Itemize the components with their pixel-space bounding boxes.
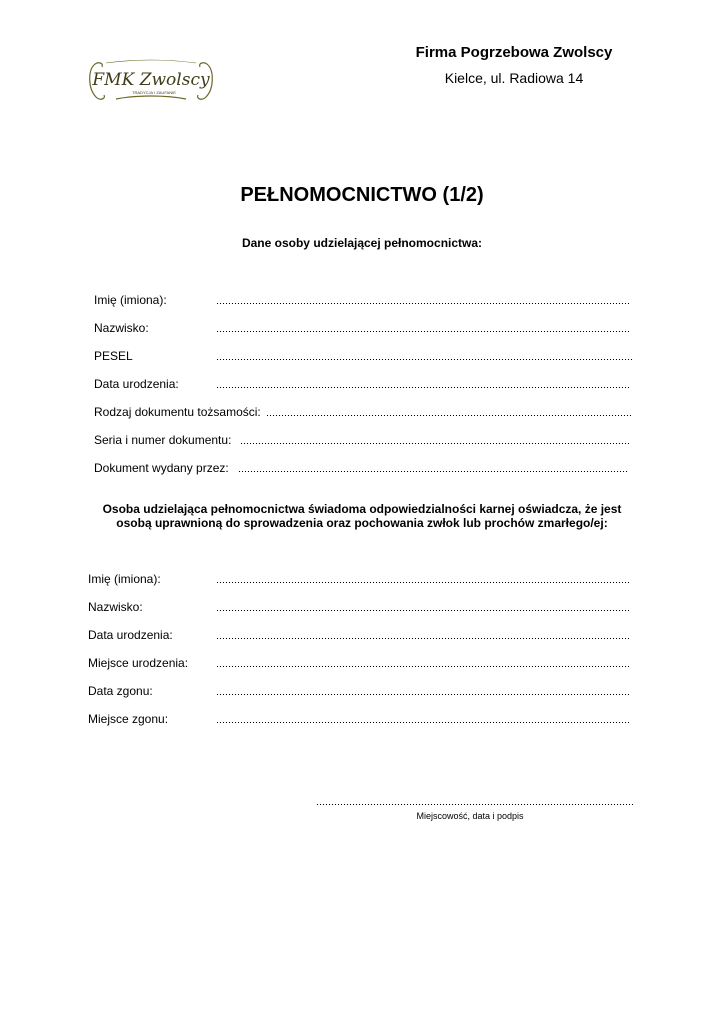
field-label: Imię (imiona):	[88, 572, 161, 586]
fill-in-line[interactable]	[240, 443, 630, 444]
fill-in-line[interactable]	[238, 471, 628, 472]
company-logo	[86, 55, 216, 105]
logo-wordmark: FMK Zwolscy	[92, 70, 210, 90]
field-label: Dokument wydany przez:	[94, 461, 229, 475]
deceased-death-place-row	[88, 712, 634, 726]
deceased-death-date-row	[88, 684, 634, 698]
grantor-id-type-row	[94, 405, 634, 419]
deceased-birth-place-row	[88, 656, 634, 670]
field-label: PESEL	[94, 349, 133, 363]
fill-in-line[interactable]	[216, 303, 630, 304]
fill-in-line[interactable]	[216, 387, 630, 388]
signature-caption: Miejscowość, data i podpis	[416, 811, 524, 821]
field-label: Data zgonu:	[88, 684, 153, 698]
field-label: Imię (imiona):	[94, 293, 167, 307]
field-label: Miejsce zgonu:	[88, 712, 169, 726]
fill-in-line[interactable]	[216, 359, 634, 360]
company-address: Kielce, ul. Radiowa 14	[444, 70, 584, 86]
grantor-surname-row	[94, 321, 634, 335]
fill-in-line[interactable]	[216, 722, 630, 723]
logo-ornament-icon	[86, 55, 216, 105]
grantor-id-issuer-row	[94, 461, 634, 475]
document-title: PEŁNOMOCNICTWO (1/2)	[240, 184, 484, 206]
field-label: Data urodzenia:	[94, 377, 179, 391]
fill-in-line[interactable]	[216, 582, 630, 583]
field-label: Nazwisko:	[94, 321, 149, 335]
declaration-statement: Osoba udzielająca pełnomocnictwa świadoma odpowiedzialności karnej oświadcza, że jest osobą uprawnioną do sprowadzenia oraz pochowania zwłok lub prochów zmarłego/ej:	[102, 502, 622, 530]
fill-in-line[interactable]	[216, 331, 630, 332]
fill-in-line[interactable]	[216, 694, 630, 695]
field-label: Data urodzenia:	[88, 628, 173, 642]
field-label: Nazwisko:	[88, 600, 143, 614]
field-label: Miejsce urodzenia:	[88, 656, 189, 670]
fill-in-line[interactable]	[216, 638, 630, 639]
deceased-birth-date-row	[88, 628, 634, 642]
fill-in-line[interactable]	[216, 666, 630, 667]
company-name: Firma Pogrzebowa Zwolscy	[415, 44, 613, 61]
deceased-first-name-row	[88, 572, 634, 586]
grantor-first-name-row	[94, 293, 634, 307]
signature-line[interactable]	[316, 804, 634, 805]
fill-in-line[interactable]	[216, 610, 630, 611]
section-subtitle: Dane osoby udzielającej pełnomocnictwa:	[241, 236, 483, 250]
fill-in-line[interactable]	[266, 415, 632, 416]
svg-text:TRADYCJA I ZAUFANIE: TRADYCJA I ZAUFANIE	[132, 90, 176, 95]
grantor-id-number-row	[94, 433, 634, 447]
field-label: Rodzaj dokumentu tożsamości:	[94, 405, 261, 419]
grantor-pesel-row	[94, 349, 634, 363]
grantor-birth-date-row	[94, 377, 634, 391]
deceased-surname-row	[88, 600, 634, 614]
field-label: Seria i numer dokumentu:	[94, 433, 232, 447]
company-header	[360, 44, 668, 87]
